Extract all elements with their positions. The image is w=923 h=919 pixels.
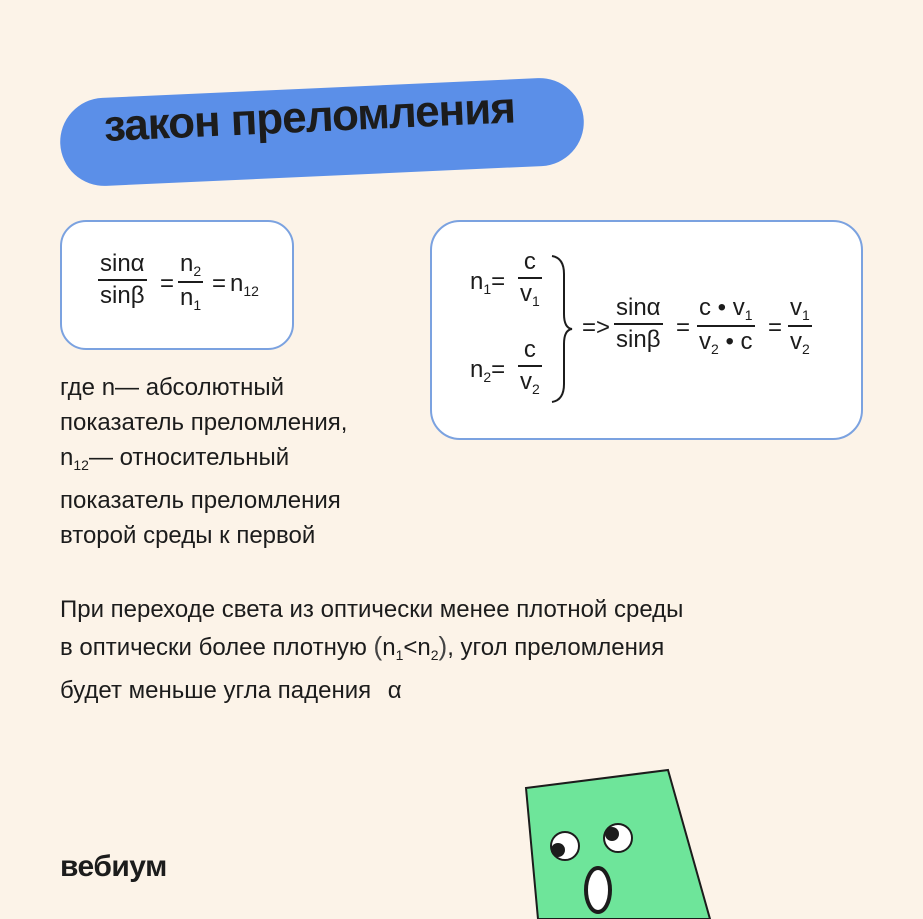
n2-label: $n_2=$: [470, 356, 506, 385]
sin-ratio-fraction: [98, 252, 147, 308]
implies-arrow: =>: [582, 314, 611, 341]
v-ratio-fraction: $\frac{v_1}{v_2}$: [790, 294, 810, 357]
refraction-rule-text: При переходе света из оптически менее плотной среды в оптически более плотную $(n_1<n_2)$, угол преломления будет меньше угла падения α: [60, 596, 684, 704]
c-over-v1: $\frac{c}{v_1}$: [520, 248, 540, 309]
n12: $n_{12}$: [230, 270, 259, 299]
cv-ratio-fraction: $\frac{c • v_1}{v_2 • c}$: [699, 294, 753, 357]
page-title: закон преломления: [102, 83, 516, 151]
equals-sign: =: [768, 314, 783, 341]
equals-sign: =: [676, 314, 691, 341]
sin-alpha: sinα: [100, 250, 145, 277]
curly-brace-icon: [548, 254, 574, 404]
c-over-v2: $\frac{c}{v_2}$: [520, 336, 540, 397]
equals-sign: =: [212, 270, 227, 297]
n1-label: $n_1=$: [470, 268, 506, 297]
n2: $n_2$: [180, 250, 202, 279]
n1: $n_1$: [178, 281, 203, 312]
mascot-character-icon: [520, 766, 720, 919]
sin-ratio-fraction-2: $\frac{\sin\alpha}{\sin\beta}$: [616, 294, 661, 353]
equals-sign: =: [160, 270, 175, 297]
n-ratio-fraction: [178, 252, 203, 312]
definition-text: где n— абсолютный показатель преломления, $n_{12}—$ относительный показатель преломления второй среды к первой: [60, 374, 348, 549]
sin-beta: sinβ: [98, 279, 146, 308]
logo: вебиум: [60, 850, 167, 883]
